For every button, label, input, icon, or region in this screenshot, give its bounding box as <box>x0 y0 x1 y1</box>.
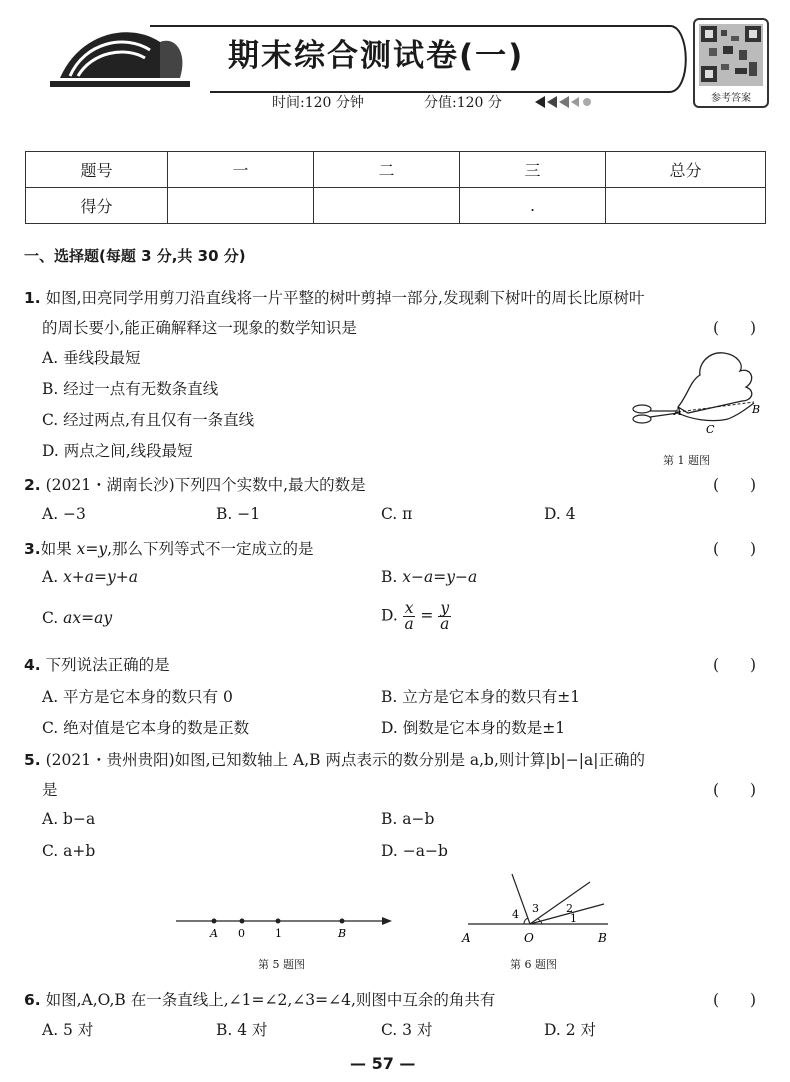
option-d[interactable]: D. −a−b <box>381 842 448 860</box>
question-text: 下列说法正确的是 <box>45 656 170 674</box>
question-number: 4. <box>24 656 41 674</box>
question-text: 如果 <box>40 540 77 558</box>
question-text: 如图,A,O,B 在一条直线上,∠1=∠2,∠3=∠4,则图中互余的角共有 <box>45 991 496 1009</box>
question-text: 是 <box>42 781 58 799</box>
question-number: 3. <box>24 540 41 558</box>
total-score: 分值:120 分 <box>424 95 502 111</box>
equals-sign: = <box>420 606 434 625</box>
axis-label: B <box>338 927 347 940</box>
option-b[interactable] <box>381 568 477 586</box>
angle-label: 2 <box>566 902 573 915</box>
table-row <box>26 188 766 224</box>
point-label: O <box>524 931 534 945</box>
option-b[interactable]: B. 立方是它本身的数只有±1 <box>381 688 581 706</box>
option-label: C. <box>42 609 64 627</box>
section-title: 一、选择题(每题 3 分,共 30 分) <box>24 247 246 265</box>
point-label: A <box>674 405 682 418</box>
figure-caption: 第 1 题图 <box>663 454 710 467</box>
question-number: 2. <box>24 476 41 494</box>
point-label: B <box>752 403 761 416</box>
option-c[interactable]: C. π <box>381 505 413 523</box>
option-d[interactable]: D. 2 对 <box>544 1021 597 1039</box>
point-label: B <box>598 931 607 945</box>
score-input-cell[interactable] <box>168 188 314 224</box>
option-c[interactable] <box>42 609 112 627</box>
answer-bracket[interactable]: ( ) <box>713 656 757 674</box>
option-a[interactable] <box>42 568 138 586</box>
option-a[interactable]: A. 平方是它本身的数只有 0 <box>42 688 233 706</box>
score-input-cell[interactable] <box>606 188 766 224</box>
option-label: A. <box>42 568 64 586</box>
qr-code-icon <box>697 22 765 88</box>
option-a[interactable]: A. 5 对 <box>42 1021 94 1039</box>
option-c[interactable]: C. 绝对值是它本身的数是正数 <box>42 719 250 737</box>
question-5 <box>24 748 645 770</box>
option-label: D. <box>381 606 403 625</box>
option-b[interactable]: B. a−b <box>381 810 435 828</box>
answer-bracket[interactable]: ( ) <box>713 781 757 799</box>
angle-label: 4 <box>512 908 519 921</box>
math-expression: x+a=y+a <box>63 568 139 586</box>
option-d[interactable] <box>381 601 451 632</box>
question-number: 1. <box>24 289 41 307</box>
angle-label: 3 <box>532 902 539 915</box>
point-label: A <box>462 931 471 945</box>
page-title: 期末综合测试卷(一) <box>228 38 525 74</box>
option-d[interactable]: D. 两点之间,线段最短 <box>42 442 193 460</box>
option-c[interactable]: C. 经过两点,有且仅有一条直线 <box>42 411 255 429</box>
question-6 <box>24 988 495 1010</box>
option-b[interactable]: B. 经过一点有无数条直线 <box>42 380 219 398</box>
denominator: a <box>404 615 414 633</box>
table-cell: 总分 <box>606 152 766 188</box>
arrow-decoration-icon <box>535 94 595 110</box>
leaf-figure <box>628 345 773 440</box>
time-limit: 时间:120 分钟 <box>272 95 364 111</box>
numerator: y <box>440 599 450 617</box>
denominator: a <box>440 615 450 633</box>
score-input-cell[interactable]: . <box>460 188 606 224</box>
answer-bracket[interactable]: ( ) <box>713 540 757 558</box>
question-number: 5. <box>24 751 41 769</box>
answer-bracket[interactable]: ( ) <box>713 319 757 337</box>
point-label: C <box>706 423 715 436</box>
question-text: 的周长要小,能正确解释这一现象的数学知识是 <box>42 319 357 337</box>
question-text: 如图,田亮同学用剪刀沿直线将一片平整的树叶剪掉一部分,发现剩下树叶的周长比原树叶 <box>45 289 645 307</box>
angle-figure <box>458 868 618 948</box>
option-a[interactable]: A. b−a <box>42 810 96 828</box>
question-3 <box>24 537 314 559</box>
answer-bracket[interactable]: ( ) <box>713 991 757 1009</box>
question-text: ,那么下列等式不一定成立的是 <box>107 540 314 558</box>
fraction <box>403 601 416 632</box>
option-a[interactable]: A. 垂线段最短 <box>42 349 141 367</box>
table-row <box>26 152 766 188</box>
question-text: (2021・湖南长沙)下列四个实数中,最大的数是 <box>45 476 366 494</box>
number-line-figure <box>170 905 400 941</box>
table-cell: 题号 <box>26 152 168 188</box>
axis-label: 0 <box>238 927 245 940</box>
answer-bracket[interactable]: ( ) <box>713 476 757 494</box>
question-text: (2021・贵州贵阳)如图,已知数轴上 A,B 两点表示的数分别是 a,b,则计算|b|−|a|正确的 <box>45 751 645 769</box>
math-expression: x−a=y−a <box>402 568 478 586</box>
score-input-cell[interactable] <box>314 188 460 224</box>
table-cell: 三 <box>460 152 606 188</box>
question-number: 6. <box>24 991 41 1009</box>
option-label: B. <box>381 568 403 586</box>
numerator: x <box>404 599 414 617</box>
math-expression: x=y <box>76 540 108 558</box>
question-1 <box>24 286 644 308</box>
figure-caption: 第 5 题图 <box>258 958 305 971</box>
option-b[interactable]: B. −1 <box>216 505 261 523</box>
page-number: — 57 — <box>350 1054 416 1073</box>
option-d[interactable]: D. 4 <box>544 505 576 523</box>
axis-label: 1 <box>275 927 282 940</box>
option-b[interactable]: B. 4 对 <box>216 1021 268 1039</box>
fraction <box>438 601 451 632</box>
score-table <box>25 151 766 224</box>
table-cell: 二 <box>314 152 460 188</box>
axis-label: A <box>210 927 218 940</box>
table-cell: 得分 <box>26 188 168 224</box>
math-expression: ax=ay <box>63 609 113 627</box>
table-cell: 一 <box>168 152 314 188</box>
question-4 <box>24 653 170 675</box>
option-d[interactable]: D. 倒数是它本身的数是±1 <box>381 719 566 737</box>
option-a[interactable]: A. −3 <box>42 505 86 523</box>
qr-code[interactable] <box>693 18 769 108</box>
qr-caption: 参考答案 <box>711 93 751 104</box>
figure-caption: 第 6 题图 <box>510 958 557 971</box>
angle-label: 1 <box>570 912 577 925</box>
option-c[interactable]: C. 3 对 <box>381 1021 433 1039</box>
question-2 <box>24 473 366 495</box>
option-c[interactable]: C. a+b <box>42 842 96 860</box>
